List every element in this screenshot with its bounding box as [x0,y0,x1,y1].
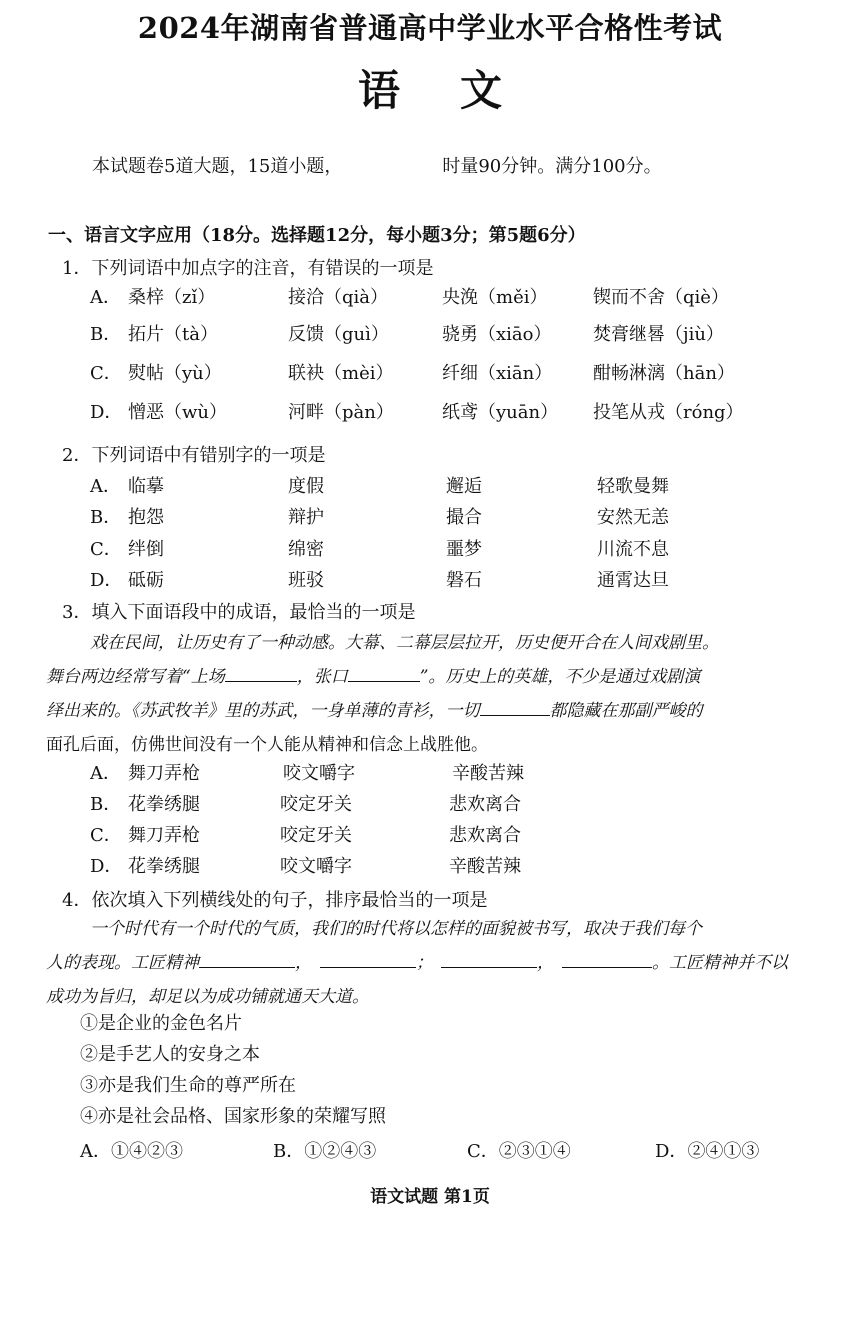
blank [348,663,420,682]
q4-sentence-3: ③亦是我们生命的尊严所在 [80,1075,296,1096]
exam-info [92,152,662,178]
blank [441,949,537,968]
section-heading: 一、语言文字应用（18分。选择题12分，每小题3分；第5题6分） [48,225,586,246]
q3-option-d: D． 花拳绣腿 咬文嚼字 辛酸苦辣 [90,856,521,877]
q4-sentence-1: ①是企业的金色名片 [80,1013,242,1034]
page-footer: 语文试题 第1页 [370,1187,490,1207]
q3-line-2: 舞台两边经常写着“上场 ，张口 ”。历史上的英雄，不少是通过戏剧演 [46,660,856,694]
q4-line-3: 成功为旨归，却足以为成功铺就通天大道。 [46,987,369,1007]
q2-option-a: A． 临摹 度假 邂逅 轻歌曼舞 [90,476,669,497]
q3-option-b: B． 花拳绣腿 咬定牙关 悲欢离合 [90,794,521,815]
q1-option-a: A． 桑梓（zǐ） 接洽（qià） 央浼（měi） 锲而不舍（qiè） [90,287,729,308]
q3-line-4: 面孔后面，仿佛世间没有一个人能从精神和信念上战胜他。 [46,735,488,755]
q2-option-b: B． 抱怨 辩护 撮合 安然无恙 [90,507,669,528]
info-right: 时量90分钟。满分100分。 [442,156,662,177]
q4-line-2: 人的表现。工匠精神 ， ； ， 。工匠精神并不以 [46,946,856,980]
q4-option-a: A．①④②③ [80,1141,183,1162]
q4-line-1: 一个时代有一个时代的气质，我们的时代将以怎样的面貌被书写，取决于我们每个 [90,919,702,939]
q3-line-3: 绎出来的。《苏武牧羊》里的苏武，一身单薄的青衫，一切 都隐藏在那副严峻的 [46,694,856,728]
q4-option-d: D．②④①③ [655,1141,760,1162]
q4-option-c: C．②③①④ [467,1141,571,1162]
question-3-stem: 3．填入下面语段中的成语，最恰当的一项是 [62,602,416,623]
q2-option-c: C． 绊倒 绵密 噩梦 川流不息 [90,539,669,560]
q1-option-d: D． 憎恶（wù） 河畔（pàn） 纸鸢（yuān） 投笔从戎（róng） [90,402,744,423]
q4-sentence-4: ④亦是社会品格、国家形象的荣耀写照 [80,1106,386,1127]
q2-option-d: D． 砥砺 班驳 磐石 通霄达旦 [90,570,669,591]
subject-title: 语文 [357,66,562,115]
question-1-stem: 1．下列词语中加点字的注音，有错误的一项是 [62,258,434,279]
blank [199,949,295,968]
q3-option-c: C． 舞刀弄枪 咬定牙关 悲欢离合 [90,825,521,846]
q4-options [80,1137,800,1167]
blank [225,663,297,682]
q4-passage [46,912,856,1014]
q3-line-1: 戏在民间，让历史有了一种动感。大幕、二幕层层拉开，历史便开合在人间戏剧里。 [90,633,719,653]
q1-option-b: B． 拓片（tà） 反馈（guì） 骁勇（xiāo） 焚膏继晷（jiù） [90,324,724,345]
question-2-stem: 2．下列词语中有错别字的一项是 [62,445,326,466]
blank [320,949,416,968]
q3-option-a: A． 舞刀弄枪 咬文嚼字 辛酸苦辣 [90,763,524,784]
blank [562,949,652,968]
q1-option-c: C． 熨帖（yù） 联袂（mèi） 纤细（xiān） 酣畅淋漓（hān） [90,363,735,384]
exam-title: 2024年湖南省普通高中学业水平合格性考试 [137,11,723,45]
question-4-stem: 4．依次填入下列横线处的句子，排序最恰当的一项是 [62,890,488,911]
q4-option-b: B．①②④③ [273,1141,377,1162]
q4-sentence-2: ②是手艺人的安身之本 [80,1044,260,1065]
blank [480,697,550,716]
info-left: 本试题卷5道大题，15道小题， [92,156,343,177]
q3-passage [46,626,856,762]
